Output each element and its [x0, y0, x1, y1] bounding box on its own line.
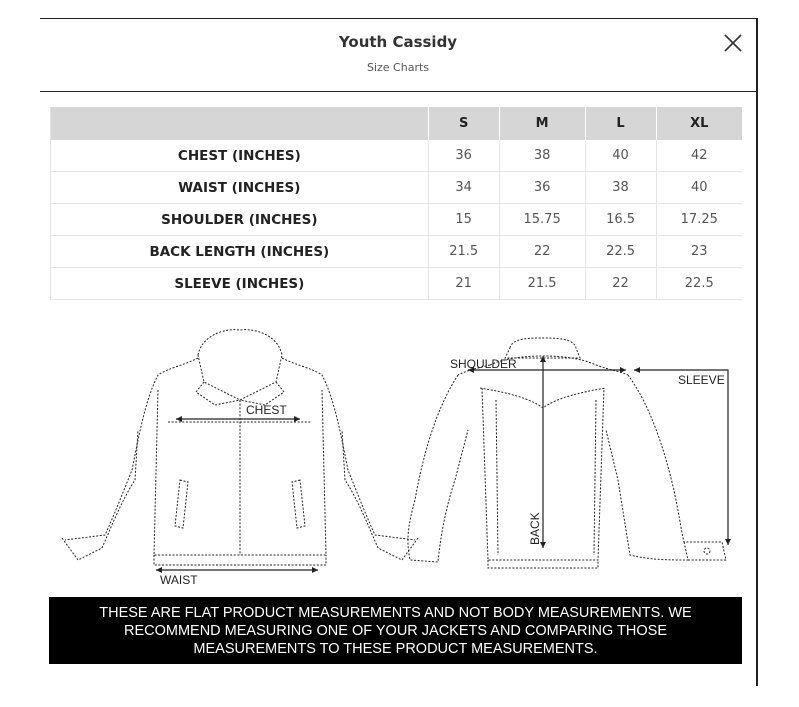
shoulder-label: SHOULDER	[450, 357, 517, 371]
modal-title: Youth Cassidy	[338, 33, 458, 51]
table-cell: 22	[585, 268, 656, 300]
table-cell: 22.5	[585, 236, 656, 268]
table-row	[51, 204, 743, 236]
size-chart-table	[50, 107, 742, 300]
table-cell: 42	[656, 140, 742, 172]
table-header-row	[51, 107, 743, 140]
measurement-note-banner	[49, 597, 742, 664]
column-header	[51, 107, 429, 140]
back-label: BACK	[528, 512, 542, 545]
table-row	[51, 140, 743, 172]
table-cell: 21.5	[428, 236, 499, 268]
table-cell: 36	[428, 140, 499, 172]
close-button[interactable]	[720, 30, 746, 56]
modal-header-divider	[40, 91, 758, 92]
table-cell: 22	[499, 236, 585, 268]
column-header-s: S	[428, 107, 499, 140]
waist-label: WAIST	[160, 573, 198, 587]
table-cell: 34	[428, 172, 499, 204]
row-label: WAIST (INCHES)	[51, 172, 429, 204]
table-cell: 40	[656, 172, 742, 204]
row-label: SLEEVE (INCHES)	[51, 268, 429, 300]
jacket-front-illustration	[62, 330, 418, 565]
table-row	[51, 236, 743, 268]
measurement-note-text: THESE ARE FLAT PRODUCT MEASUREMENTS AND NOT BODY MEASUREMENTS. WE RECOMMEND MEASURING ONE OF YOUR JACKETS AND COMPARING THOSE MEASUREMENTS TO THESE PRODUCT MEASUREMENTS.	[99, 604, 692, 657]
table-cell: 21	[428, 268, 499, 300]
table-cell: 16.5	[585, 204, 656, 236]
table-cell: 22.5	[656, 268, 742, 300]
table-cell: 36	[499, 172, 585, 204]
jacket-measurement-diagram	[50, 320, 742, 592]
table-cell: 21.5	[499, 268, 585, 300]
table-cell: 15.75	[499, 204, 585, 236]
chest-label: CHEST	[246, 403, 287, 417]
modal-right-border	[756, 18, 758, 686]
column-header-l: L	[585, 107, 656, 140]
modal-subtitle: Size Charts	[366, 61, 430, 74]
table-cell: 17.25	[656, 204, 742, 236]
table-cell: 38	[585, 172, 656, 204]
sleeve-label: SLEEVE	[678, 373, 725, 387]
modal-top-border	[40, 18, 756, 19]
row-label: BACK LENGTH (INCHES)	[51, 236, 429, 268]
table-row	[51, 268, 743, 300]
table-cell: 38	[499, 140, 585, 172]
table-cell: 15	[428, 204, 499, 236]
close-x-icon	[720, 30, 746, 56]
row-label: CHEST (INCHES)	[51, 140, 429, 172]
table-row	[51, 172, 743, 204]
table-cell: 23	[656, 236, 742, 268]
column-header-xl: XL	[656, 107, 742, 140]
row-label: SHOULDER (INCHES)	[51, 204, 429, 236]
table-cell: 40	[585, 140, 656, 172]
column-header-m: M	[499, 107, 585, 140]
sleeve-measure-line	[634, 370, 728, 545]
